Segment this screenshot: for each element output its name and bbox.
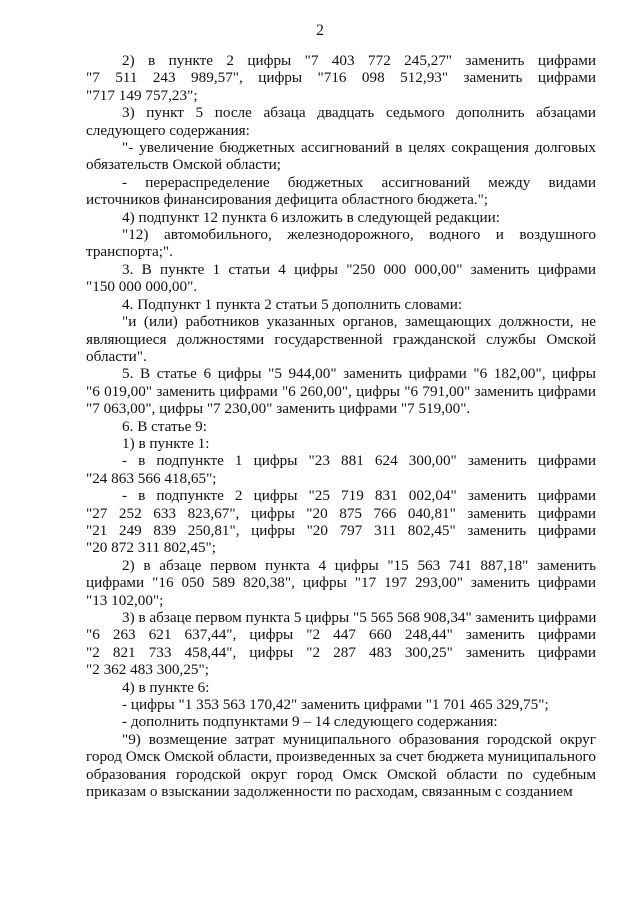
paragraph xyxy=(86,679,596,696)
text-line: области". xyxy=(86,347,147,365)
text-line: "2 821 733 458,44", цифры "2 287 483 300,25" заменить цифрами xyxy=(86,643,596,661)
text-line: транспорта;". xyxy=(86,243,173,261)
text-line: "6 263 621 637,44", цифры "2 447 660 248,44" заменить цифрами xyxy=(86,626,596,644)
text-line: цифрами "16 050 589 820,38", цифры "17 197 293,00" заменить цифрами xyxy=(86,574,596,592)
paragraph xyxy=(86,452,596,487)
paragraph xyxy=(86,731,596,801)
text-line: "12) автомобильного, железнодорожного, водного и воздушного xyxy=(122,226,596,244)
paragraph xyxy=(86,713,596,730)
paragraph xyxy=(86,104,596,139)
text-line: 1) в пункте 1: xyxy=(122,434,210,452)
text-line: - перераспределение бюджетных ассигнований между видами xyxy=(122,173,596,191)
paragraph xyxy=(86,226,596,261)
text-line: "27 252 633 823,67", цифры "20 875 766 040,81" заменить цифрами xyxy=(86,504,596,522)
text-line: 3) пункт 5 после абзаца двадцать седьмого дополнить абзацами xyxy=(122,104,596,122)
text-line: "13 102,00"; xyxy=(86,591,164,609)
paragraph xyxy=(86,418,596,435)
text-line: образования городской округ город Омск Омской области по судебным xyxy=(86,765,596,783)
paragraph xyxy=(86,365,596,417)
text-line: "- увеличение бюджетных ассигнований в целях сокращения долговых xyxy=(122,139,596,157)
text-line: 6. В статье 9: xyxy=(122,417,207,435)
text-line: "7 511 243 989,57", цифры "716 098 512,93" заменить цифрами xyxy=(86,69,596,87)
text-line: приказам о взыскании задолженности по расходам, связанным с созданием xyxy=(86,783,573,801)
paragraph xyxy=(86,174,596,209)
text-line: "150 000 000,00". xyxy=(86,278,198,296)
text-line: следующего содержания: xyxy=(86,121,250,139)
paragraph xyxy=(86,696,596,713)
paragraph xyxy=(86,209,596,226)
text-line: 4) подпункт 12 пункта 6 изложить в следующей редакции: xyxy=(122,208,501,226)
text-line: "24 863 566 418,65"; xyxy=(86,469,217,487)
text-line: "9) возмещение затрат муниципального образования городской округ xyxy=(122,730,596,748)
paragraph xyxy=(86,52,596,104)
text-line: город Омск Омской области, произведенных за счет бюджета муниципального xyxy=(86,748,597,766)
text-line: 4) в пункте 6: xyxy=(122,678,210,696)
text-line: источников финансирования дефицита областного бюджета."; xyxy=(86,191,489,209)
paragraph xyxy=(86,487,596,557)
text-line: "21 249 839 250,81", цифры "20 797 311 802,45" заменить цифрами xyxy=(86,521,596,539)
text-line: - в подпункте 1 цифры "23 881 624 300,00" заменить цифрами xyxy=(122,452,596,470)
text-line: 3) в абзаце первом пункта 5 цифры "5 565 568 908,34" заменить цифрами xyxy=(122,609,597,626)
text-line: "и (или) работников указанных органов, замещающих должности, не xyxy=(122,313,596,331)
text-line: - дополнить подпунктами 9 – 14 следующего содержания: xyxy=(122,713,498,731)
document-body xyxy=(86,52,596,800)
text-line: "717 149 757,23"; xyxy=(86,86,198,104)
text-line: 2) в абзаце первом пункта 4 цифры "15 563 741 887,18" заменить xyxy=(122,556,596,574)
text-line: являющиеся должностями государственной гражданской службы Омской xyxy=(86,330,596,348)
text-line: 4. Подпункт 1 пункта 2 статьи 5 дополнить словами: xyxy=(122,295,463,313)
paragraph xyxy=(86,609,596,679)
paragraph xyxy=(86,557,596,609)
paragraph xyxy=(86,435,596,452)
text-line: "7 063,00", цифры "7 230,00" заменить цифрами "7 519,00". xyxy=(86,400,471,418)
text-line: - цифры "1 353 563 170,42" заменить цифрами "1 701 465 329,75"; xyxy=(122,696,549,714)
text-line: - в подпункте 2 цифры "25 719 831 002,04" заменить цифрами xyxy=(122,487,596,505)
text-line: 5. В статье 6 цифры "5 944,00" заменить цифрами "6 182,00", цифры xyxy=(122,365,596,383)
paragraph xyxy=(86,296,596,313)
paragraph xyxy=(86,139,596,174)
paragraph xyxy=(86,261,596,296)
text-line: 2) в пункте 2 цифры "7 403 772 245,27" заменить цифрами xyxy=(122,52,596,69)
paragraph xyxy=(86,313,596,365)
text-line: "2 362 483 300,25"; xyxy=(86,661,209,679)
text-line: обязательств Омской области; xyxy=(86,156,281,174)
text-line: 3. В пункте 1 статьи 4 цифры "250 000 000,00" заменить цифрами xyxy=(122,260,596,278)
text-line: "6 019,00" заменить цифрами "6 260,00", цифры "6 791,00" заменить цифрами xyxy=(86,382,596,400)
page-number: 2 xyxy=(316,22,324,39)
text-line: "20 872 311 802,45"; xyxy=(86,539,216,557)
